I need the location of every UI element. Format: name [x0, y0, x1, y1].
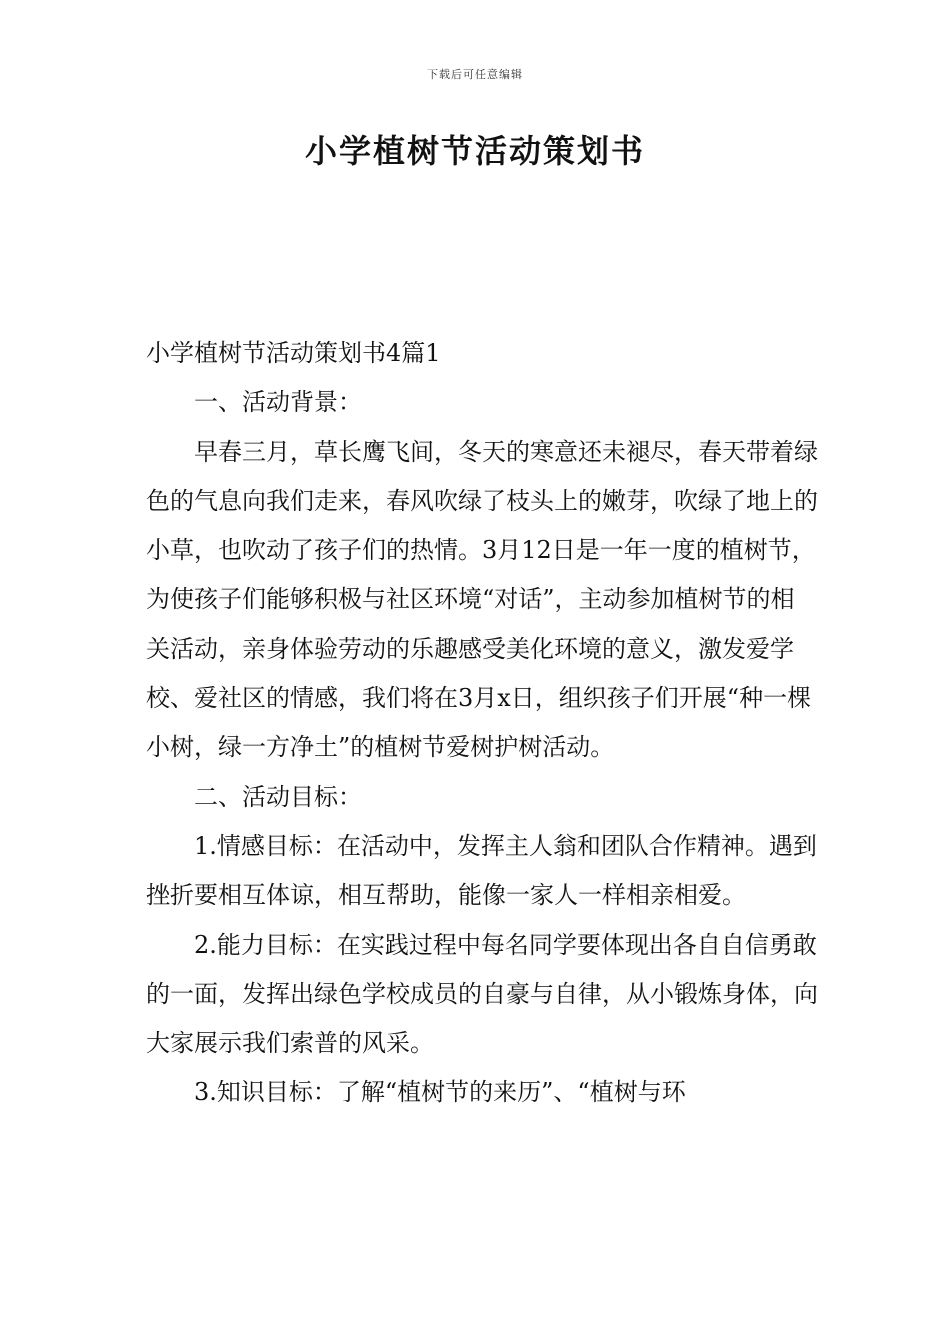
paragraph-goal-ability: 2.能力目标：在实践过程中每名同学要体现出各自自信勇敢的一面，发挥出绿色学校成员的自豪与自律，从小锻炼身体，向大家展示我们索普的风采。	[146, 930, 818, 1058]
header-note: 下载后可任意编辑	[427, 68, 523, 81]
section-heading-background: 一、活动背景：	[194, 388, 362, 417]
paragraph-goal-emotion: 1.情感目标：在活动中，发挥主人翁和团队合作精神。遇到挫折要相互体谅，相互帮助，能像一家人一样相亲相爱。	[146, 831, 817, 910]
paragraph-background: 早春三月，草长鹰飞间，冬天的寒意还未褪尽，春天带着绿色的气息向我们走来，春风吹绿了枝头上的嫩芽，吹绿了地上的小草，也吹动了孩子们的热情。3月12日是一年一度的植树节，为使孩子们能够积极与社区环境“对话”，主动参加植树节的相关活动，亲身体验劳动的乐趣感受美化环境的意义，激发爱学校、爱社区的情感，我们将在3月x日，组织孩子们开展“种一棵小树，绿一方净土”的植树节爱树护树活动。	[146, 437, 818, 762]
document-body	[146, 329, 818, 1118]
paragraph-goal-knowledge: 3.知识目标：了解“植树节的来历”、“植树与环	[194, 1078, 686, 1107]
section-heading-goals: 二、活动目标：	[194, 782, 362, 811]
page-title: 小学植树节活动策划书	[304, 132, 645, 170]
document-subtitle: 小学植树节活动策划书4篇1	[146, 339, 441, 367]
